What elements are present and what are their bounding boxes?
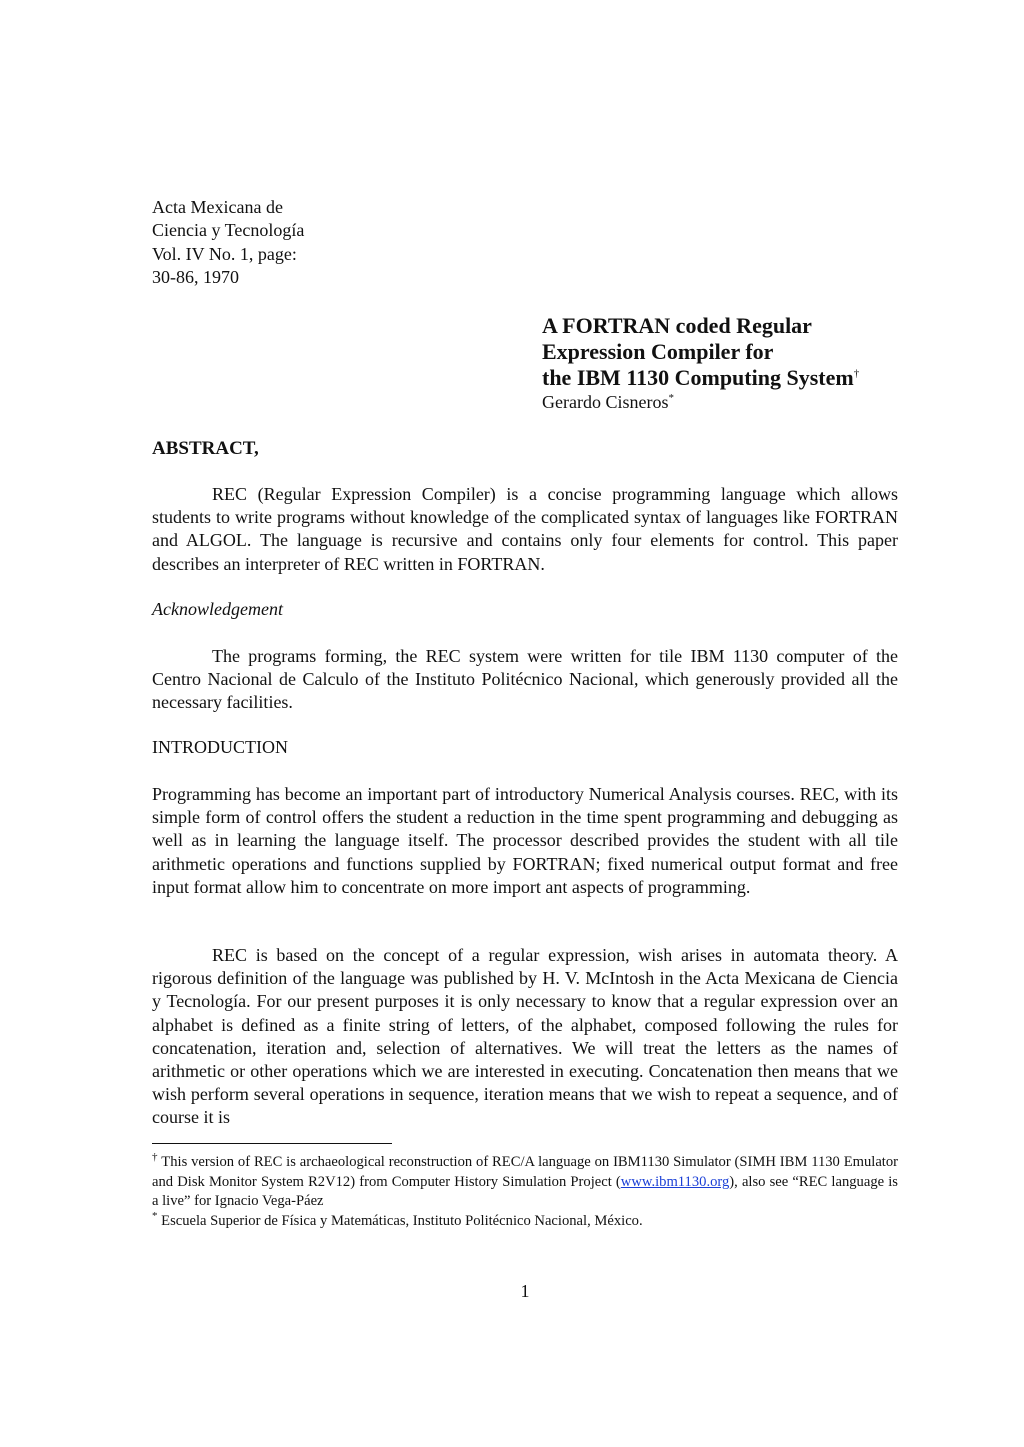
footnote-2-mark: * bbox=[152, 1209, 158, 1222]
introduction-paragraph-1: Programming has become an important part of introductory Numerical Analysis courses. REC, with its simple form of control offers the student a reduction in the time spent programming and debugging as well as in learning the language itself. The processor described provides the student with all tile arithmetic operations and functions supplied by FORTRAN; fixed numerical output format and free input format allow him to concentrate on more import ant aspects of programming. bbox=[152, 784, 898, 897]
footnote-1-mark: † bbox=[152, 1151, 158, 1164]
title-footnote-mark: † bbox=[853, 367, 860, 380]
ibm1130-link[interactable]: www.ibm1130.org bbox=[620, 1173, 730, 1190]
footnote-1-text: This version of REC is archaeological reconstruction of REC/A language on IBM1130 Simulator (SIMH IBM 1130 Emulator and Disk Monitor System R2V12) from Computer History Simulation Project ( bbox=[152, 1154, 899, 1190]
acknowledgement-heading: Acknowledgement bbox=[152, 599, 283, 619]
paper-title-line3-text: the IBM 1130 Computing System bbox=[542, 365, 854, 390]
paper-title-line3 bbox=[542, 365, 859, 391]
paper-title-line2: Expression Compiler for bbox=[542, 339, 774, 364]
journal-pages-year: 30-86, 1970 bbox=[152, 266, 239, 287]
author bbox=[542, 391, 859, 413]
title-block bbox=[542, 313, 859, 413]
paper-title-line1: A FORTRAN coded Regular bbox=[542, 313, 812, 338]
acknowledgement-text: The programs forming, the REC system were written for tile IBM 1130 computer of the Centro Nacional de Calculo of the Instituto Politécnico Nacional, which generously provided all the necessary facilities. bbox=[152, 646, 898, 713]
footnote-1 bbox=[152, 1153, 898, 1212]
journal-citation bbox=[152, 196, 304, 289]
journal-name-line2: Ciencia y Tecnología bbox=[152, 220, 305, 241]
introduction-heading: INTRODUCTION bbox=[152, 737, 288, 757]
page-number: 1 bbox=[520, 1281, 530, 1301]
journal-name-line1: Acta Mexicana de bbox=[152, 197, 283, 217]
footnote-2-text: Escuela Superior de Física y Matemáticas, Instituto Politécnico Nacional, México. bbox=[157, 1212, 643, 1229]
journal-volume: Vol. IV No. 1, page: bbox=[152, 243, 297, 264]
abstract-text: REC (Regular Expression Compiler) is a concise programming language which allows students to write programs without knowledge of the complicated syntax of languages like FORTRAN and ALGOL. The language is recursive and contains only four elements for control. This paper describes an interpreter of REC written in FORTRAN. bbox=[152, 484, 898, 574]
footnote-divider bbox=[152, 1143, 392, 1144]
abstract-heading: ABSTRACT, bbox=[152, 438, 259, 459]
footnote-1-tail: ), also see “REC language is a live” for Ignacio Vega-Páez bbox=[152, 1173, 898, 1209]
footnote-2 bbox=[152, 1209, 898, 1232]
introduction-paragraph-2: REC is based on the concept of a regular expression, wish arises in automata theory. A rigorous definition of the language was published by H. V. McIntosh in the Acta Mexicana de Ciencia y Tecnología. For our present purposes it is only necessary to know that a regular expression over an alphabet is defined as a finite string of letters, of the alphabet, composed following the rules for concatenation, iteration and, selection of alternatives. We will treat the letters as the names of arithmetic or other operations which we are interested in executing. Concatenation then means that we wish perform several operations in sequence, iteration means that we wish to repeat a sequence, and of course it is bbox=[152, 945, 898, 1128]
footnotes bbox=[152, 1153, 898, 1231]
author-name: Gerardo Cisneros bbox=[542, 392, 669, 412]
author-footnote-mark: * bbox=[668, 392, 674, 404]
